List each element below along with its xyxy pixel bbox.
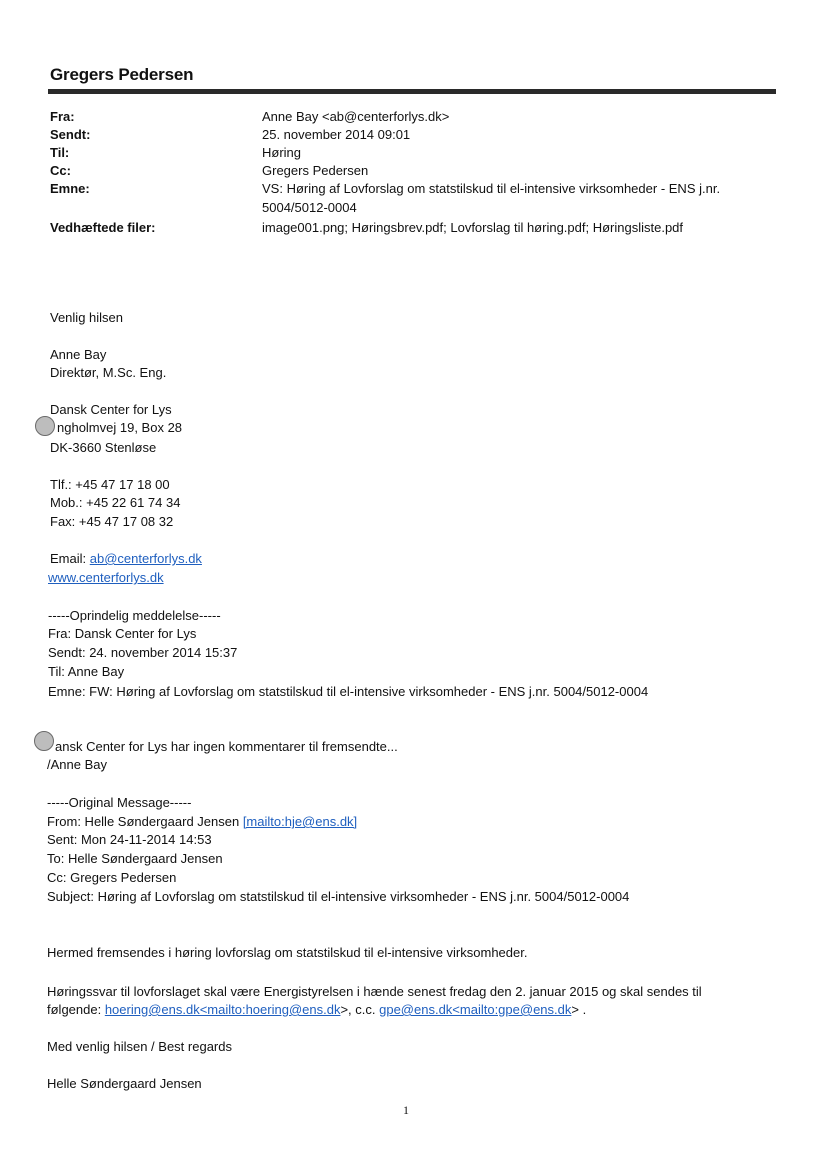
body-closing: Med venlig hilsen / Best regards [47,1039,232,1054]
original1-separator: -----Oprindelig meddelelse----- [48,608,221,623]
body-paragraph-1: Hermed fremsendes i høring lovforslag om statstilskud til el-intensive virksomheder. [47,945,528,960]
header-rule [48,89,776,94]
to-value: Høring [262,145,302,160]
body-recipients-end: > . [571,1002,587,1017]
sent-value: 25. november 2014 09:01 [262,127,411,142]
reply-line1: ansk Center for Lys har ingen kommentarer til fremsendte... [55,739,398,754]
original1-from: Fra: Dansk Center for Lys [48,626,197,641]
cc-label: Cc: [50,163,71,178]
reply-line2: /Anne Bay [47,757,107,772]
subject-label: Emne: [50,181,90,196]
signature-email-link[interactable]: ab@centerforlys.dk [89,551,202,566]
signature-phone: Tlf.: +45 47 17 18 00 [50,477,170,492]
to-label: Til: [50,145,70,160]
attachments-label: Vedhæftede filer: [50,220,156,235]
signature-address-line1: ngholmvej 19, Box 28 [57,420,183,435]
signature-title: Direktør, M.Sc. Eng. [50,365,167,380]
signature-fax: Fax: +45 47 17 08 32 [50,514,174,529]
original1-to: Til: Anne Bay [48,664,125,679]
original2-cc: Cc: Gregers Pedersen [47,870,177,885]
original2-from-prefix: From: Helle Søndergaard Jensen [47,814,243,829]
punch-hole-mark [34,731,54,751]
original1-subject: Emne: FW: Høring af Lovforslag om statstilskud til el-intensive virksomheder - ENS j.nr. 5004/5012-0004 [48,684,649,699]
greeting: Venlig hilsen [50,310,123,325]
original2-mailto-link[interactable]: [mailto:hje@ens.dk] [242,814,358,829]
signature-org: Dansk Center for Lys [50,402,172,417]
original2-subject: Subject: Høring af Lovforslag om statstilskud til el-intensive virksomheder - ENS j.nr. 5004/5012-0004 [47,889,630,904]
cc-value: Gregers Pedersen [262,163,369,178]
signature-mobile: Mob.: +45 22 61 74 34 [50,495,181,510]
signature-address-line2: DK-3660 Stenløse [50,440,157,455]
body-closing-name: Helle Søndergaard Jensen [47,1076,202,1091]
original2-separator: -----Original Message----- [47,795,192,810]
original2-sent: Sent: Mon 24-11-2014 14:53 [47,832,212,847]
body-paragraph-2-line2 [47,1001,586,1020]
original2-from [47,813,357,832]
body-recipients-prefix: følgende: [47,1002,105,1017]
from-value: Anne Bay <ab@centerforlys.dk> [262,109,450,124]
punch-hole-mark [35,416,55,436]
signature-website-line [48,569,164,588]
signature-website-link[interactable]: www.centerforlys.dk [48,570,164,585]
original1-sent: Sendt: 24. november 2014 15:37 [48,645,238,660]
hoering-email-link[interactable]: hoering@ens.dk<mailto:hoering@ens.dk [104,1002,341,1017]
subject-value: VS: Høring af Lovforslag om statstilskud til el-intensive virksomheder - ENS j.nr. 5004/5012-0004 [262,181,721,215]
gpe-email-link[interactable]: gpe@ens.dk<mailto:gpe@ens.dk [379,1002,572,1017]
author-title: Gregers Pedersen [50,65,194,84]
signature-email-label: Email: [50,551,90,566]
sent-label: Sendt: [50,127,91,142]
from-label: Fra: [50,109,75,124]
signature-name: Anne Bay [50,347,107,362]
body-paragraph-2-line1: Høringssvar til lovforslaget skal være Energistyrelsen i hænde senest fredag den 2. januar 2015 og skal sendes til [47,984,702,999]
signature-email-line [50,550,202,569]
page-number: 1 [403,1103,409,1117]
attachments-value: image001.png; Høringsbrev.pdf; Lovforslag til høring.pdf; Høringsliste.pdf [262,220,684,235]
original2-to: To: Helle Søndergaard Jensen [47,851,223,866]
body-cc-text: >, c.c. [340,1002,380,1017]
